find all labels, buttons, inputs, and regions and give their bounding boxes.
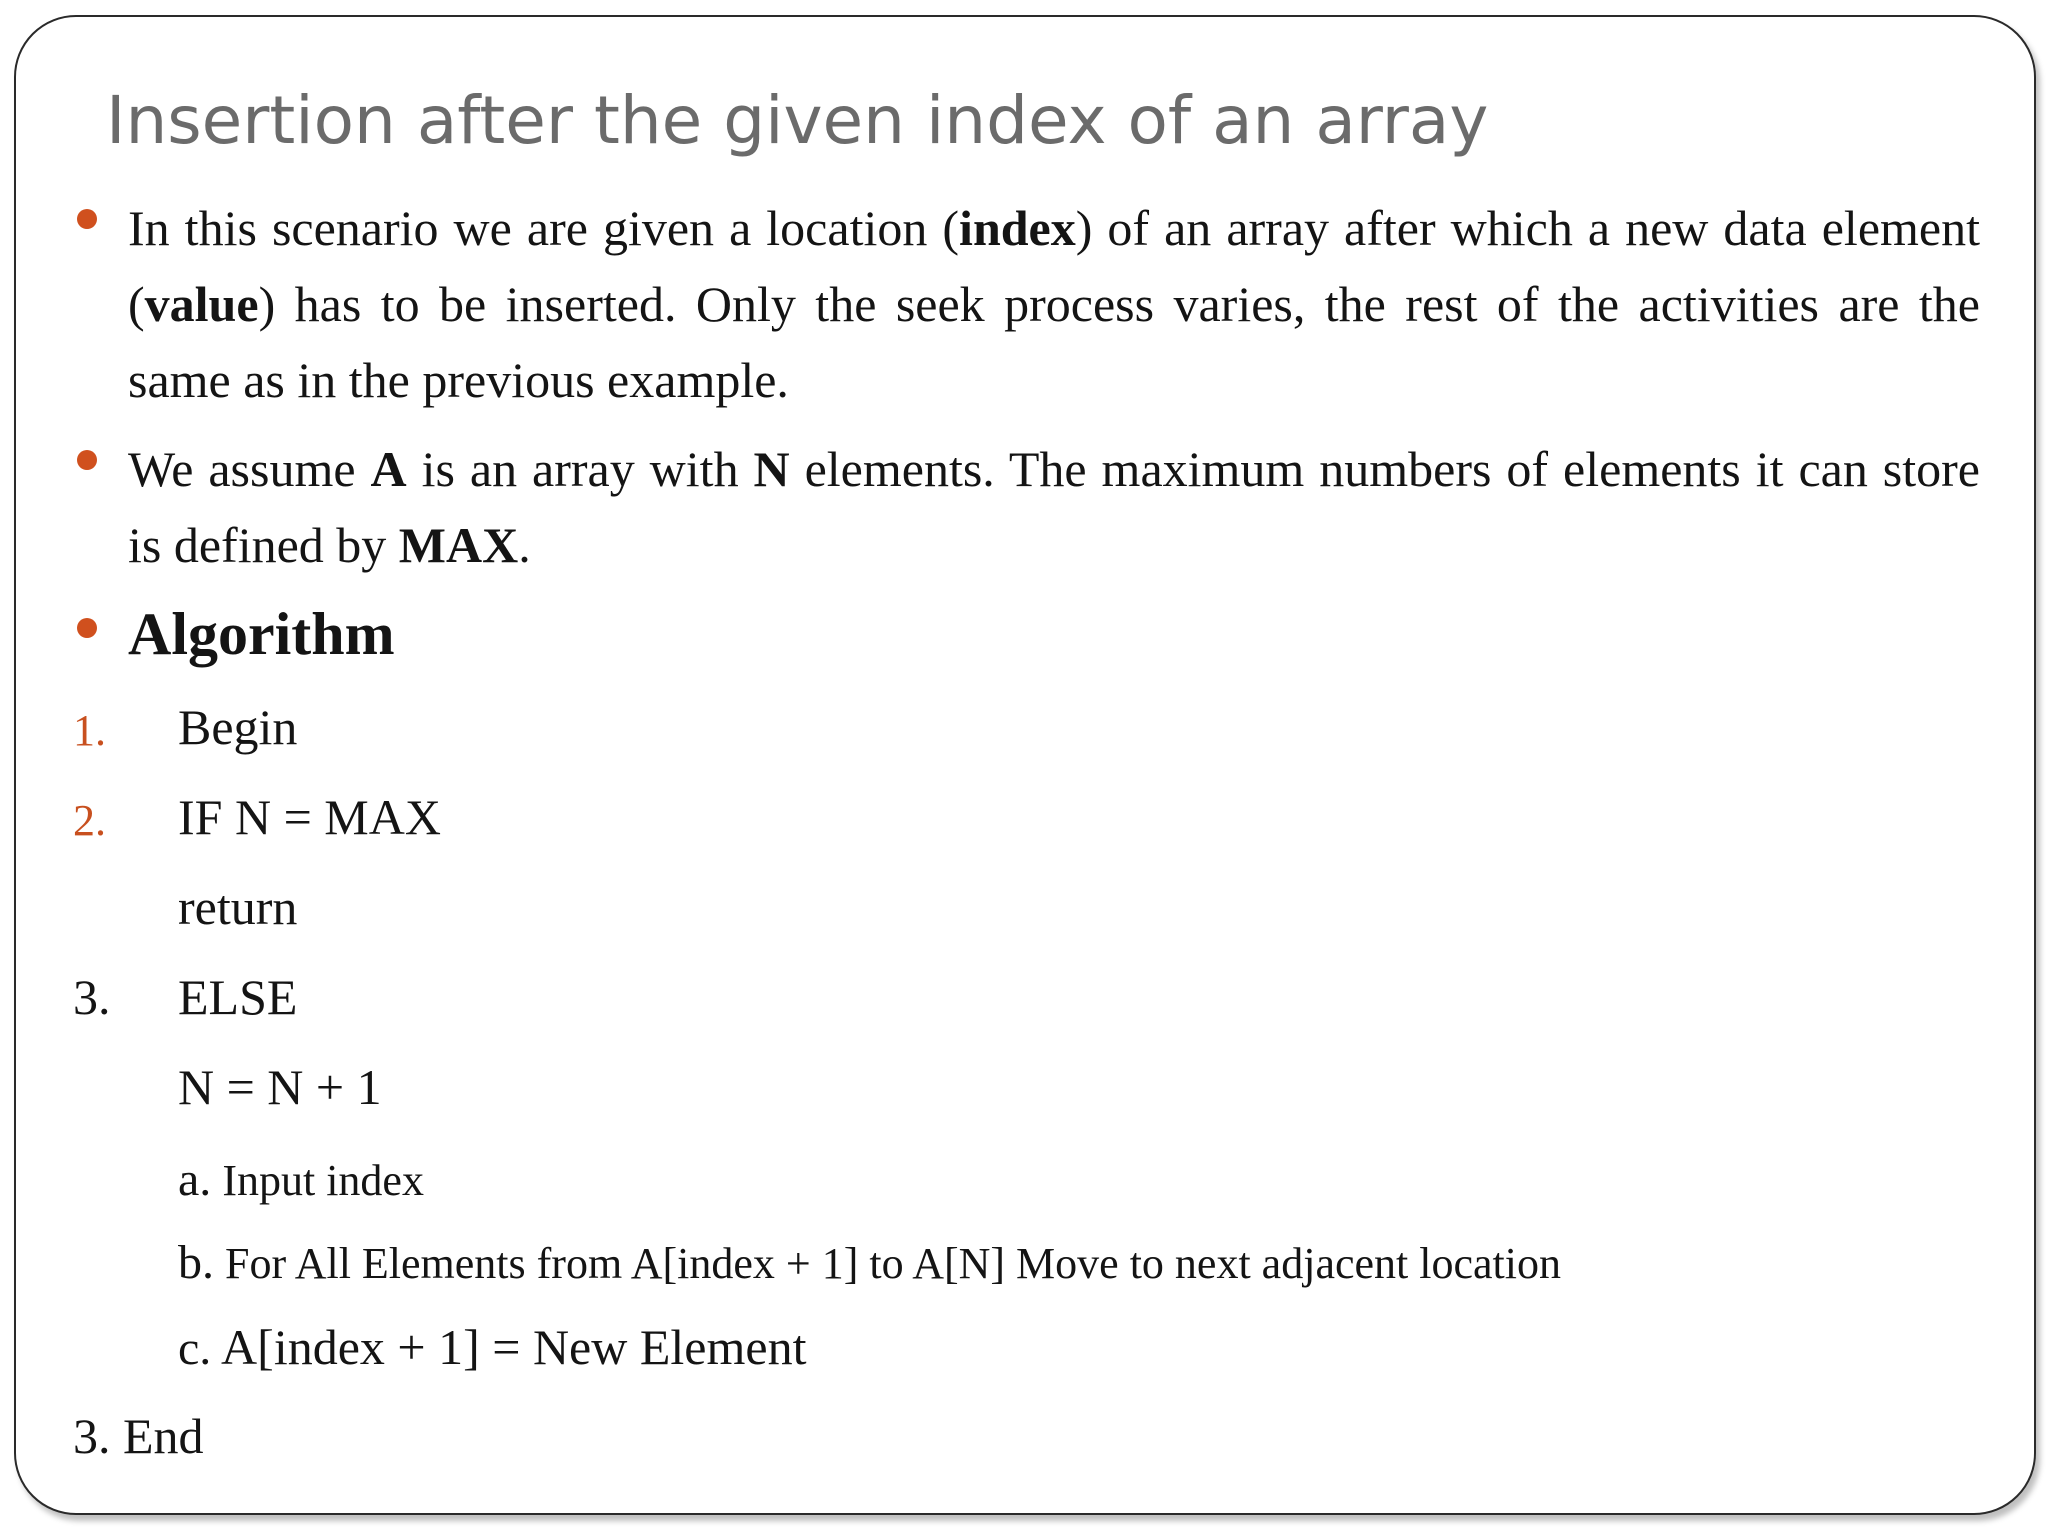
- step-text: IF N = MAX: [178, 789, 441, 845]
- bullet-marker: [77, 450, 97, 470]
- bullet-bold: value: [144, 276, 259, 332]
- step-number: 3.: [73, 969, 111, 1025]
- bullet-text: is an array with: [406, 441, 754, 497]
- step-text: return: [178, 879, 298, 935]
- bullet-bold: index: [959, 200, 1076, 256]
- substep-c: [178, 1318, 806, 1376]
- substep-a: [178, 1152, 424, 1207]
- step-number: 1.: [73, 706, 106, 755]
- bullet-bold: N: [753, 441, 790, 497]
- step-number: 2.: [73, 796, 106, 845]
- substep-letter: a.: [178, 1153, 212, 1206]
- bullet-text: .: [518, 517, 531, 573]
- bullet-text: ) of an array after which a new data element (: [128, 200, 1980, 332]
- substep-text: Input index: [211, 1156, 424, 1205]
- substep-b: [178, 1235, 1561, 1290]
- bullet-text: ) has to be inserted. Only the seek process varies, the rest of the activities are the same as in the previous example.: [128, 276, 1980, 408]
- algorithm-heading: Algorithm: [128, 601, 395, 667]
- bullet-marker: [77, 209, 97, 229]
- bullet-text: We assume: [128, 441, 371, 497]
- bullet-paragraph-1: [128, 190, 1980, 418]
- step-text: Begin: [178, 699, 298, 755]
- substep-letter: c.: [178, 1322, 212, 1375]
- bullet-bold: A: [370, 441, 407, 497]
- step-text: N = N + 1: [178, 1059, 382, 1115]
- step-text: ELSE: [178, 969, 298, 1025]
- bullet-marker: [77, 618, 97, 638]
- slide-title: Insertion after the given index of an array: [106, 82, 1489, 159]
- substep-text: A[index + 1] = New Element: [211, 1319, 807, 1375]
- substep-text: For All Elements from A[index + 1] to A[N] Move to next adjacent location: [214, 1239, 1561, 1288]
- end-step: 3. End: [73, 1408, 204, 1464]
- bullet-text: elements. The maximum numbers of elements it can store is defined by: [128, 441, 1980, 573]
- bullet-bold: MAX: [398, 517, 519, 573]
- substep-letter: b.: [178, 1236, 214, 1289]
- bullet-paragraph-2: [128, 431, 1980, 583]
- bullet-text: In this scenario we are given a location (: [128, 200, 960, 256]
